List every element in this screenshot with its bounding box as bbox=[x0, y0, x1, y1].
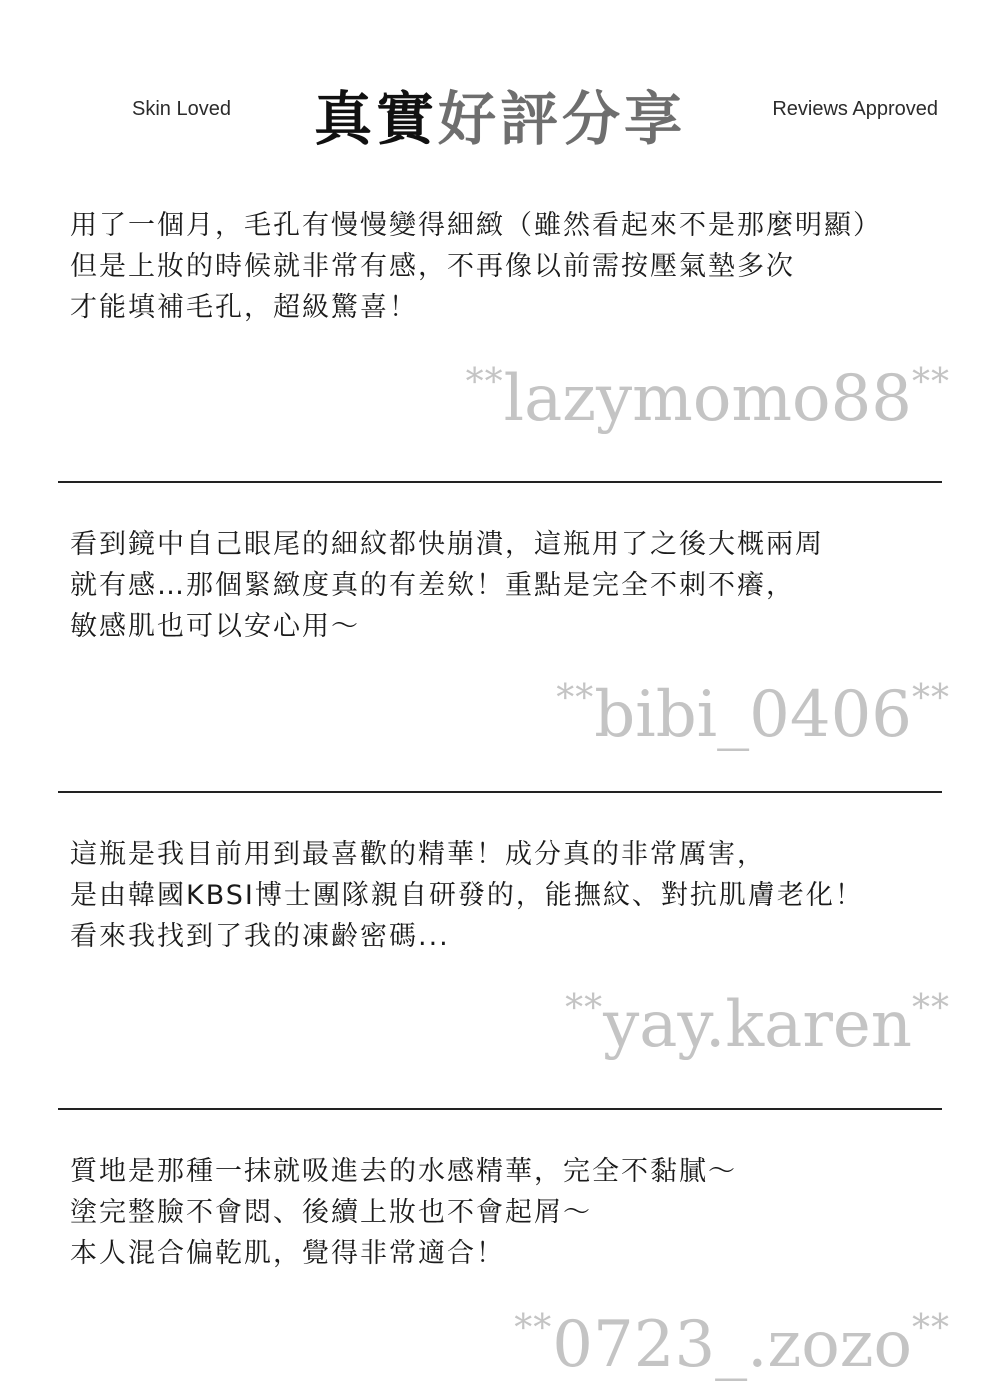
signature-stars-left: ** bbox=[514, 1308, 553, 1349]
reviewer-signature bbox=[514, 1308, 950, 1382]
signature-stars-right: ** bbox=[912, 988, 950, 1029]
header bbox=[0, 60, 1000, 160]
review-text bbox=[70, 834, 970, 957]
review-line: 看到鏡中自己眼尾的細紋都快崩潰，這瓶用了之後大概兩周 bbox=[70, 529, 824, 560]
signature-stars-left: ** bbox=[565, 988, 604, 1029]
divider bbox=[58, 1108, 942, 1110]
review-line: 才能填補毛孔，超級驚喜！ bbox=[70, 292, 418, 323]
reviews-approved-tag: Reviews Approved bbox=[772, 98, 938, 120]
review-line: 質地是那種一抹就吸進去的水感精華，完全不黏膩～ bbox=[70, 1156, 737, 1187]
review-line: 敏感肌也可以安心用～ bbox=[70, 611, 360, 642]
review-line: 就有感…那個緊緻度真的有差欸！重點是完全不刺不癢， bbox=[70, 570, 795, 601]
review-text bbox=[70, 1151, 970, 1274]
page-title-grey: 好評分享 bbox=[438, 85, 687, 153]
review-line: 看來我找到了我的凍齡密碼... bbox=[70, 921, 450, 952]
divider bbox=[58, 791, 942, 793]
reviewer-name: yay.karen bbox=[603, 988, 912, 1062]
page-title-dark: 真實 bbox=[313, 85, 438, 153]
review-line: 塗完整臉不會悶、後續上妝也不會起屑～ bbox=[70, 1197, 592, 1228]
signature-stars-right: ** bbox=[912, 362, 950, 403]
review-line: 但是上妝的時候就非常有感，不再像以前需按壓氣墊多次 bbox=[70, 251, 795, 282]
signature-stars-right: ** bbox=[912, 1308, 950, 1349]
review-text bbox=[70, 524, 970, 647]
signature-stars-right: ** bbox=[912, 678, 950, 719]
reviewer-signature bbox=[565, 988, 950, 1062]
review-line: 本人混合偏乾肌，覺得非常適合！ bbox=[70, 1238, 505, 1269]
reviewer-name: 0723_.zozo bbox=[552, 1308, 912, 1382]
review-text bbox=[70, 205, 970, 328]
signature-stars-left: ** bbox=[465, 362, 504, 403]
reviewer-name: bibi_0406 bbox=[594, 678, 912, 752]
review-line: 用了一個月，毛孔有慢慢變得細緻（雖然看起來不是那麼明顯） bbox=[70, 210, 882, 241]
review-line: 是由韓國KBSI博士團隊親自研發的，能撫紋、對抗肌膚老化！ bbox=[70, 880, 864, 911]
reviewer-signature bbox=[556, 678, 950, 752]
skin-loved-tag: Skin Loved bbox=[132, 98, 231, 120]
reviewer-signature bbox=[465, 362, 950, 436]
divider bbox=[58, 481, 942, 483]
signature-stars-left: ** bbox=[556, 678, 595, 719]
reviewer-name: lazymomo88 bbox=[503, 362, 912, 436]
review-line: 這瓶是我目前用到最喜歡的精華！成分真的非常厲害， bbox=[70, 839, 766, 870]
